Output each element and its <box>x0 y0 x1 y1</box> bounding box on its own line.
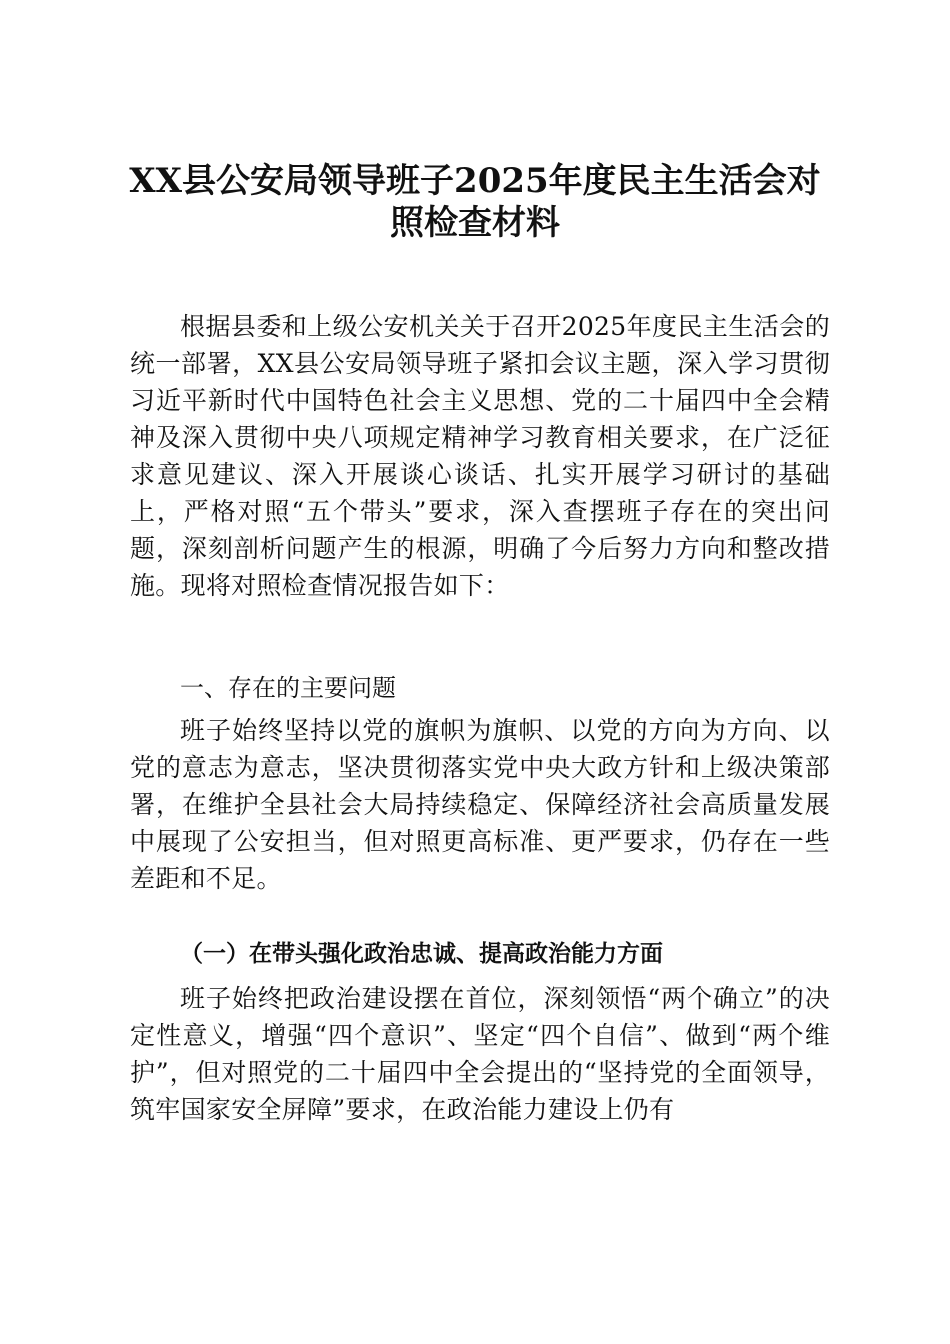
subsection-heading-political-loyalty: （一）在带头强化政治忠诚、提高政治能力方面 <box>180 941 663 967</box>
document-title: XX县公安局领导班子2025年度民主生活会对照检查材料 <box>129 161 821 243</box>
section-heading-main-problems: 一、存在的主要问题 <box>180 674 396 702</box>
subsection1-paragraph: 班子始终把政治建设摆在首位，深刻领悟“两个确立”的决定性意义，增强“四个意识”、坚定“四个自信”、做到“两个维护”，但对照党的二十届四中全会提出的“坚持党的全面领导，筑牢国家安全屏障”要求，在政治能力建设上仍有 <box>130 984 830 1124</box>
section1-paragraph: 班子始终坚持以党的旗帜为旗帜、以党的方向为方向、以党的意志为意志，坚决贯彻落实党中央大政方针和上级决策部署，在维护全县社会大局持续稳定、保障经济社会高质量发展中展现了公安担当，但对照更高标准、更严要求，仍存在一些差距和不足。 <box>130 716 830 893</box>
intro-paragraph: 根据县委和上级公安机关关于召开2025年度民主生活会的统一部署，XX县公安局领导班子紧扣会议主题，深入学习贯彻习近平新时代中国特色社会主义思想、党的二十届四中全会精神及深入贯彻中央八项规定精神学习教育相关要求，在广泛征求意见建议、深入开展谈心谈话、扎实开展学习研讨的基础上，严格对照“五个带头”要求，深入查摆班子存在的突出问题，深刻剖析问题产生的根源，明确了今后努力方向和整改措施。现将对照检查情况报告如下： <box>130 312 830 600</box>
